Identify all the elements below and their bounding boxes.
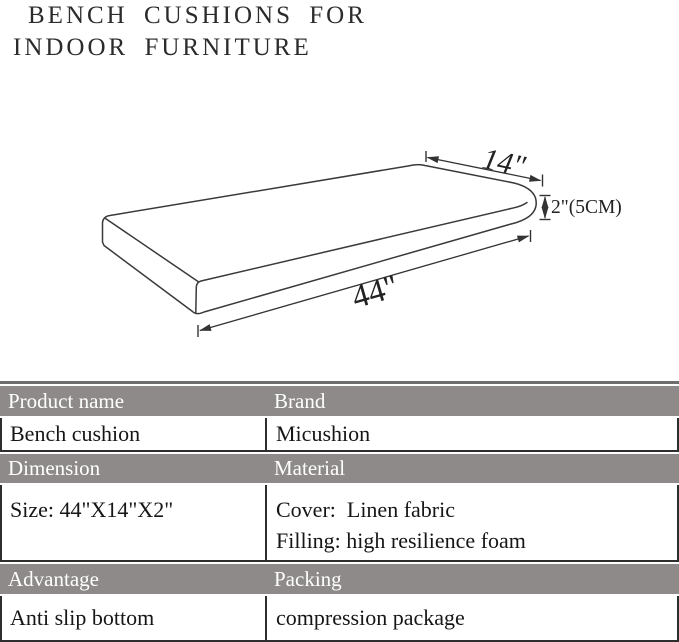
table-row (0, 596, 679, 642)
thickness-dimension-label: 2"(5CM) (551, 197, 622, 218)
table-header-row (0, 562, 679, 596)
title-line-1: BENCH CUSHIONS FOR (28, 2, 367, 29)
material-line-1: Cover: Linen fabric (276, 497, 455, 522)
header-cell-material: Material (274, 456, 346, 480)
data-cell-dimension: Size: 44"X14"X2" (0, 485, 265, 560)
spec-table (0, 381, 679, 642)
length-dimension-label: 44" (347, 268, 403, 317)
data-cell-material (265, 485, 677, 560)
table-row (0, 418, 679, 452)
data-cell-brand: Micushion (265, 418, 677, 450)
header-cell-advantage: Advantage (8, 566, 99, 591)
data-cell-product-name: Bench cushion (0, 418, 265, 450)
cushion-outline (103, 165, 537, 317)
width-dimension-label: 14" (479, 142, 529, 184)
table-row (0, 485, 679, 562)
table-header-row (0, 384, 679, 418)
material-line-2: Filling: high resilience foam (276, 528, 526, 553)
title-line-2: INDOOR FURNITURE (13, 34, 312, 61)
header-cell-dimension: Dimension (8, 456, 101, 480)
header-cell-product-name: Product name (8, 388, 125, 413)
table-header-row (0, 452, 679, 485)
header-cell-packing: Packing (274, 566, 342, 591)
data-cell-advantage: Anti slip bottom (0, 596, 265, 640)
header-cell-brand: Brand (274, 388, 326, 413)
data-cell-packing: compression package (265, 596, 677, 640)
